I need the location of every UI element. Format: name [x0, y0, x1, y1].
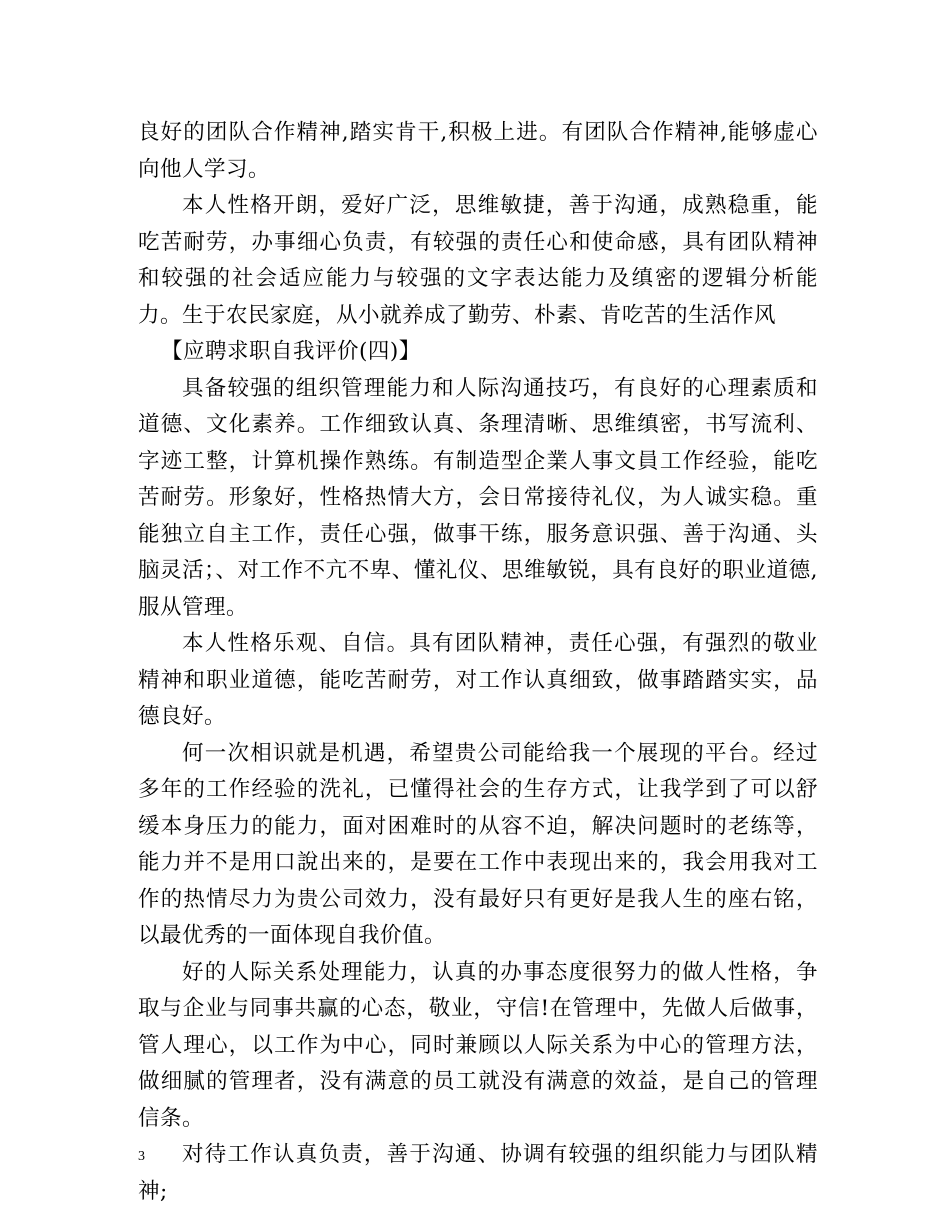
paragraph-3: 具备较强的组织管理能力和人际沟通技巧，有良好的心理素质和道德、文化素养。工作细致认真、条理清晰、思维缜密，书写流利、字迹工整，计算机操作熟练。有制造型企業人事文員工作经验，能吃苦耐劳。形象好，性格热情大方，会日常接待礼仪，为人诚实稳。重能独立自主工作，责任心强，做事干练，服务意识强、善于沟通、头脑灵活；、对工作不亢不卑、懂礼仪、思维敏锐，具有良好的职业道德,服从管理。	[138, 375, 818, 620]
paragraph-5: 何一次相识就是机遇，希望贵公司能给我一个展现的平台。经过多年的工作经验的洗礼，已懂得社会的生存方式，让我学到了可以舒缓本身压力的能力，面对困难时的从容不迫，解决问题时的老练等，能力并不是用口說出来的，是要在工作中表现出来的，我会用我对工作的热情尽力为贵公司效力，没有最好只有更好是我人生的座右铭，以最优秀的一面体现自我价值。	[138, 740, 818, 948]
page-number: 3	[138, 1149, 145, 1164]
paragraph-7: 对待工作认真负责，善于沟通、协调有较强的组织能力与团队精神;	[138, 1142, 818, 1204]
document-body	[138, 115, 818, 1210]
section-heading: 【应聘求职自我评价(四)】	[161, 339, 421, 364]
paragraph-2: 本人性格开朗，爱好广泛，思维敏捷，善于沟通，成熟稳重，能吃苦耐劳，办事细心负责，有较强的责任心和使命感，具有团队精神和较强的社会适应能力与较强的文字表达能力及缜密的逻辑分析能力。生于农民家庭，从小就养成了勤劳、朴素、肯吃苦的生活作风	[138, 193, 818, 328]
paragraph-6: 好的人际关系处理能力，认真的办事态度很努力的做人性格，争取与企业与同事共赢的心态，敬业，守信!在管理中，先做人后做事，管人理心，以工作为中心，同时兼顾以人际关系为中心的管理方法，做细腻的管理者，没有满意的员工就没有满意的效益，是自己的管理信条。	[138, 959, 818, 1131]
paragraph-1: 良好的团队合作精神,踏实肯干,积极上进。有团队合作精神,能够虚心向他人学习。	[138, 120, 818, 182]
paragraph-4: 本人性格乐观、自信。具有团队精神，责任心强，有强烈的敬业精神和职业道德，能吃苦耐劳，对工作认真细致，做事踏踏实实，品德良好。	[138, 631, 818, 729]
